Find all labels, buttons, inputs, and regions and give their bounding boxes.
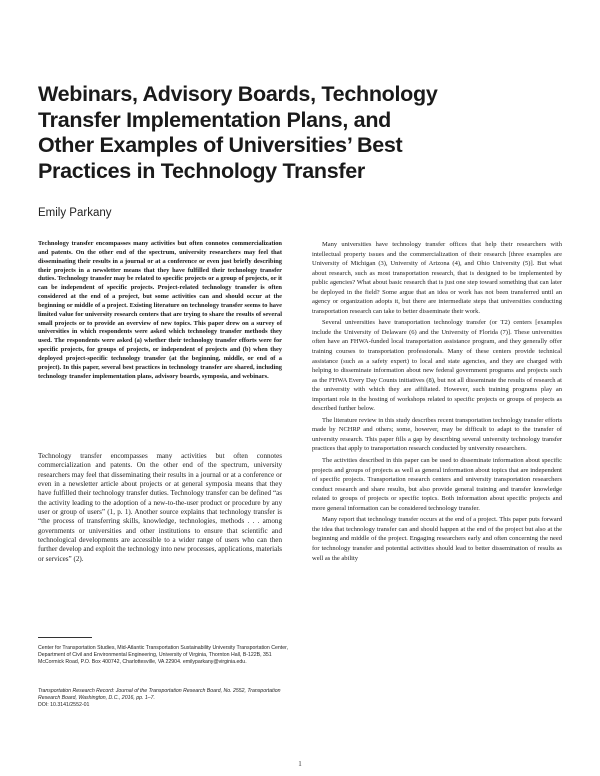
title-line: Other Examples of Universities’ Best <box>38 133 403 157</box>
body-paragraph: Several universities have transportation technology transfer (or T2) centers [examples include the University of Delaware (6) and the University of Florida (7)]. These universities often have an FHWA-funded local transportation assistance program, and they generally offer training courses to transportation professionals. Many of these centers provide technical assistance (such as a safety expert) to local and state agencies, and they are charged with helping to disseminate information about new federal government programs and projects such as the FHWA Every Day Counts initiatives (8), but not all disseminate the results of research at the university with which they are affiliated. However, such training programs play an important role in the hosting of workshops related to specific projects or groups of projects as described further below. <box>312 319 562 413</box>
footnote-divider <box>38 637 92 638</box>
author-affiliation <box>38 645 288 666</box>
body-paragraph: Many universities have technology transfer offices that help their researchers with intellectual property issues and the commercialization of their research [three examples are University of Michigan (3), University of Arizona (4), and Ohio University (5)]. But what about research, such as most transportation research, that is designed to be implemented by public agencies? What about basic research that is just one step toward something that can later be deployed in the field? Some argue that an idea or work has not been transferred until an agency or organization adopts it, but there are intermediate steps that universities conducting transportation research can take to better disseminate their work. <box>312 241 562 315</box>
abstract-text: Technology transfer encompasses many activities but often connotes commercialization and patents. On the other end of the spectrum, university researchers may feel that disseminating their results in a journal or at a conference or even just briefly describing their projects in a newsletter means that they have fulfilled their technology transfer duties. Technology transfer may be related to specific projects or a group of projects, or it can be independent of specific projects. Project-related technology transfer is often considered at the end of a project, but some activities can and should occur at the beginning or middle of a project. Existing literature on technology transfer seems to have limited value for university research centers that are trying to share the results of several small projects or to provide an overview of new topics. This paper drew on a survey of universities in which respondents were asked which technology transfer methods they used. The respondents were asked (a) whether their technology transfer efforts were for specific projects, for groups of projects, or independent of projects and (b) when they deployed project-specific technology transfer (at the beginning, middle, or end of a project). In this paper, several best practices in technology transfer are shared, including technology transfer implementation plans, advisory boards, symposia, and webinars. <box>38 240 282 380</box>
body-paragraph: Many report that technology transfer occurs at the end of a project. This paper puts forward the idea that technology transfer can and should happen at the end of the project but also at the beginning and middle of the project. Engaging researchers early and often concerning the need for technology transfer and potential activities should lead to better dissemination of results as well as the ability <box>312 516 562 562</box>
journal-citation <box>38 688 288 709</box>
article-title <box>38 82 568 184</box>
doi-text: DOI: 10.3141/2552-01 <box>38 702 90 709</box>
body-paragraph: The activities described in this paper can be used to disseminate information about specific projects and groups of projects as well as general information about topics that are independent of specific projects. Transportation research centers and university transportation researchers conduct research and share results, but also provide general training and transfer knowledge related to groups of projects or specific topics. Both information about specific projects and more general information can be considered technology transfer. <box>312 457 562 512</box>
page-number: 1 <box>298 760 302 768</box>
title-line: Practices in Technology Transfer <box>38 158 365 183</box>
title-line: Webinars, Advisory Boards, Technology <box>38 82 438 106</box>
affiliation-text: Center for Transportation Studies, Mid-Atlantic Transportation Sustainability University Transportation Center, Department of Civil and Environmental Engineering, University of Virginia, Thornton Hall, B-122B, 351 McCormick Road, P.O. Box 400742, Charlottesville, VA 22904. emilyparkany@virginia.edu. <box>38 645 288 666</box>
right-column <box>312 240 562 565</box>
intro-paragraph: Technology transfer encompasses many activities but often connotes commercialization and patents. On the other end of the spectrum, university researchers may feel that disseminating their results in a journal or at a conference or even in a newsletter article about projects or at general symposia means that they have fulfilled their technology transfer duties. Technology transfer can be defined “as the activity leading to the adoption of a new-to-the-user product or procedure by any user or group of users” (1, p. 1). Another source explains that technology transfer is “the process of transferring skills, knowledge, technologies, methods . . . among governments or universities and other institutions to ensure that scientific and technological developments are accessible to a wider range of users who can then further develop and exploit the technology into new processes, applications, materials or services” (2). <box>38 452 282 563</box>
introduction <box>38 452 282 564</box>
author-name: Emily Parkany <box>38 207 112 219</box>
title-line: Transfer Implementation Plans, and <box>38 107 392 132</box>
abstract <box>38 240 282 382</box>
citation-text: Transportation Research Record: Journal of the Transportation Research Board, No. 2552, Transportation Research Board, Washington, D.C., 2016, pp. 1–7. <box>38 688 281 702</box>
body-paragraph: The literature review in this study describes recent transportation technology transfer efforts made by NCHRP and others; some, however, may be difficult to adapt to the transfer of university research. This paper fills a gap by describing several university technology transfer practices that apply to transportation research conducted by university researchers. <box>312 416 562 453</box>
